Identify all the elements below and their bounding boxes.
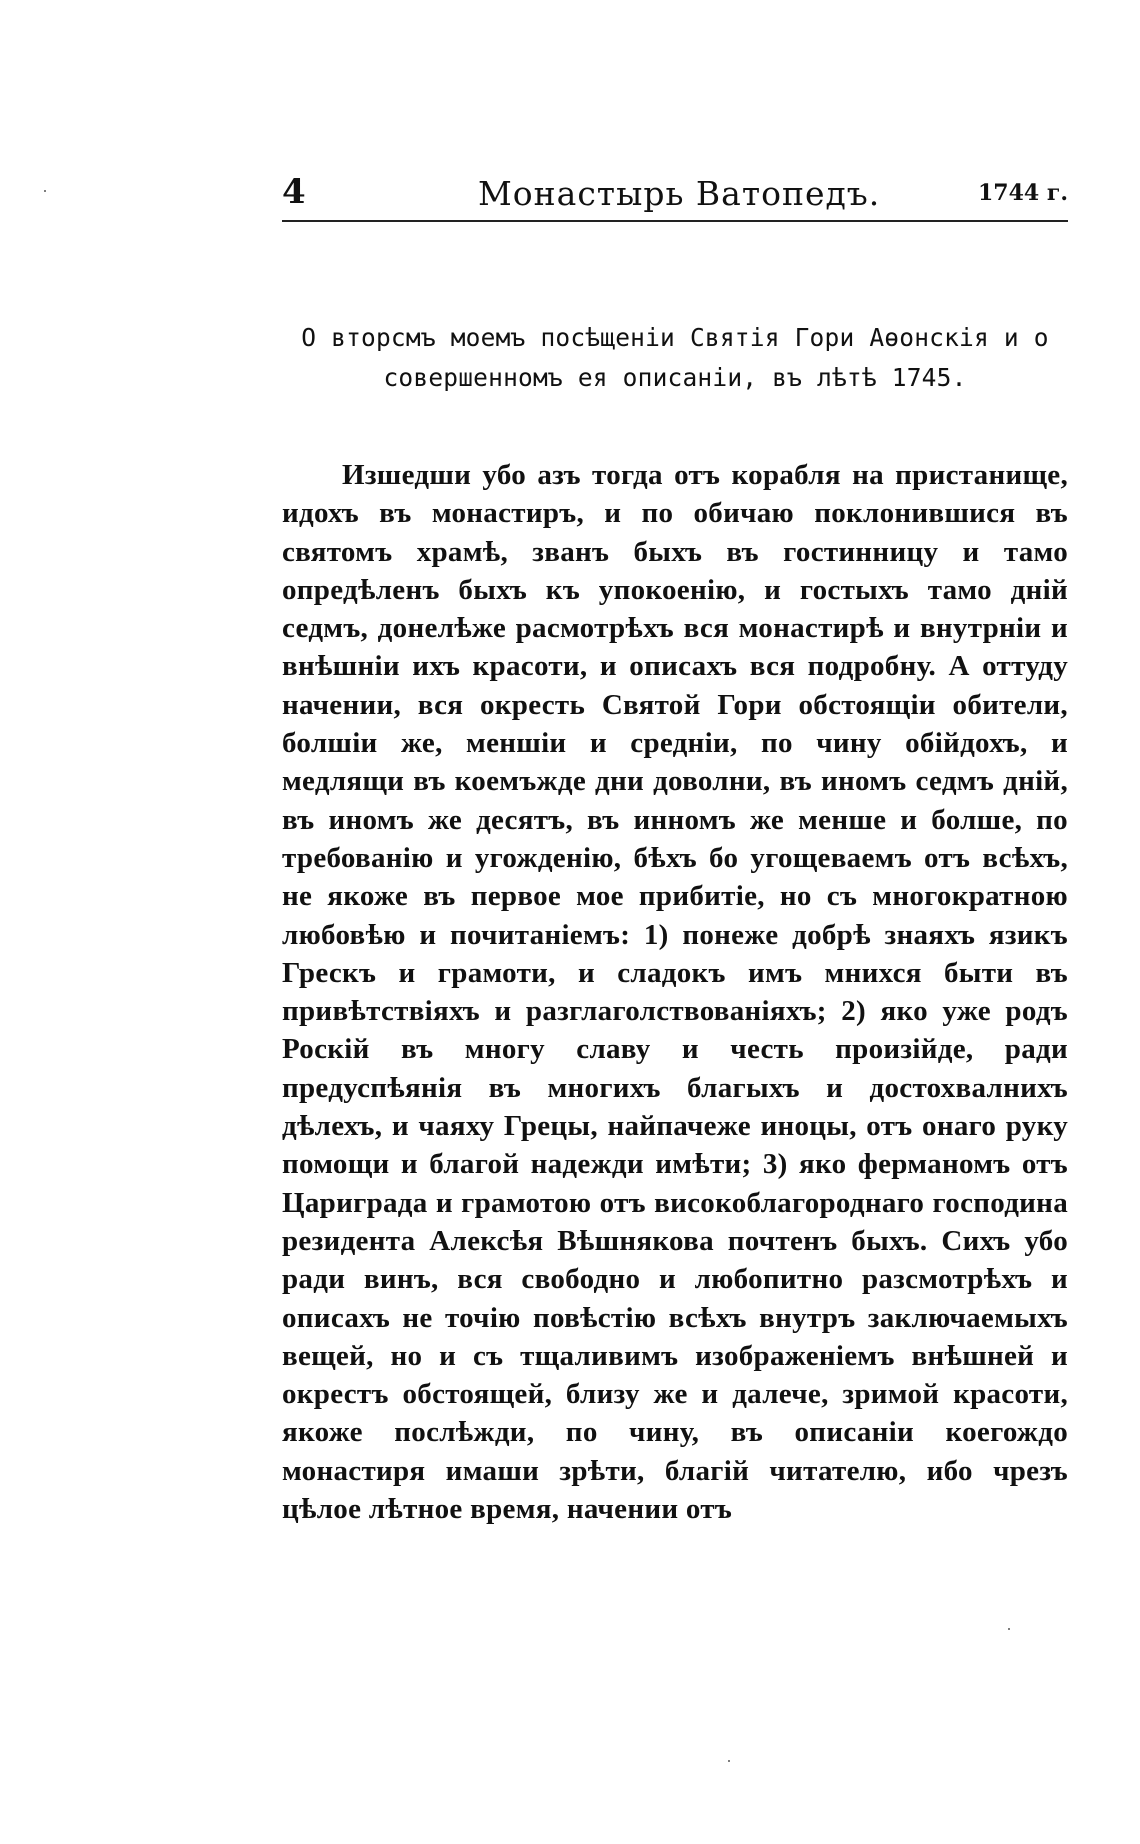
paper-speck [728, 1760, 730, 1762]
running-title: Монастырь Ватопедъ. [478, 174, 881, 213]
paper-speck [1008, 1628, 1010, 1630]
running-year: 1744 г. [977, 180, 1068, 206]
paper-speck [44, 190, 46, 192]
running-header [282, 168, 1068, 224]
section-heading: О вторсмъ моемъ посѣщеніи Святія Гори Аөонскія и о совершенномъ ея описаніи, въ лѣтѣ 1745. [301, 323, 1049, 392]
body-paragraph: Изшедши убо азъ тогда отъ корабля на пристанище, идохъ въ монастиръ, и по обичаю поклонившися въ святомъ храмѣ, званъ быхъ въ гостинницу и тамо опредѣленъ быхъ къ упокоенію, и гостыхъ тамо днiй седмъ, донелѣже расмотрѣхъ вся монастирѣ и внутрніи и внѣшніи ихъ красоти, и описахъ вся подробну. А оттуду начении, вся окресть Святой Гори обстоящіи обители, болшіи же, меншіи и средніи, по чину обійдохъ, и медлящи въ коемъжде дни доволни, въ иномъ седмъ дній, въ иномъ же десятъ, въ инномъ же менше и болше, по требованію и угожденію, бѣхъ бо угощеваемъ отъ всѣхъ, не якоже въ первое мое прибитіе, но съ многократною любовѣю и почитаніемъ: 1) понеже добрѣ знаяхъ язикъ Грескъ и грамоти, и сладокъ имъ мнихся быти въ привѣтствіяхъ и разглаголствованіяхъ; 2) яко уже родъ Роскій въ многу славу и честь произійде, ради предуспѣянія въ многихъ благыхъ и достохвалнихъ дѣлехъ, и чаяху Грецы, найпачеже иноцы, отъ онаго руку помощи и благой надежди имѣти; 3) яко ферманомъ отъ Цариграда и грамотою отъ високоблагороднаго господина резидента Алексѣя Вѣшнякова почтенъ быхъ. Сихъ убо ради винъ, вся свободно и любопитно разсмотрѣхъ и описахъ не точію повѣстію всѣхъ внутръ заключаемыхъ вещей, но и съ тщаливимъ изображеніемъ внѣшней и окрестъ обстоящей, близу же и далече, зримой красоти, якоже послѣжди, по чину, въ описаніи коегождо монастиря имаши зрѣти, благій читателю, ибо чрезъ цѣлое лѣтное время, начении отъ [282, 459, 1068, 1526]
page-number: 4 [282, 172, 306, 212]
header-rule [282, 220, 1068, 222]
